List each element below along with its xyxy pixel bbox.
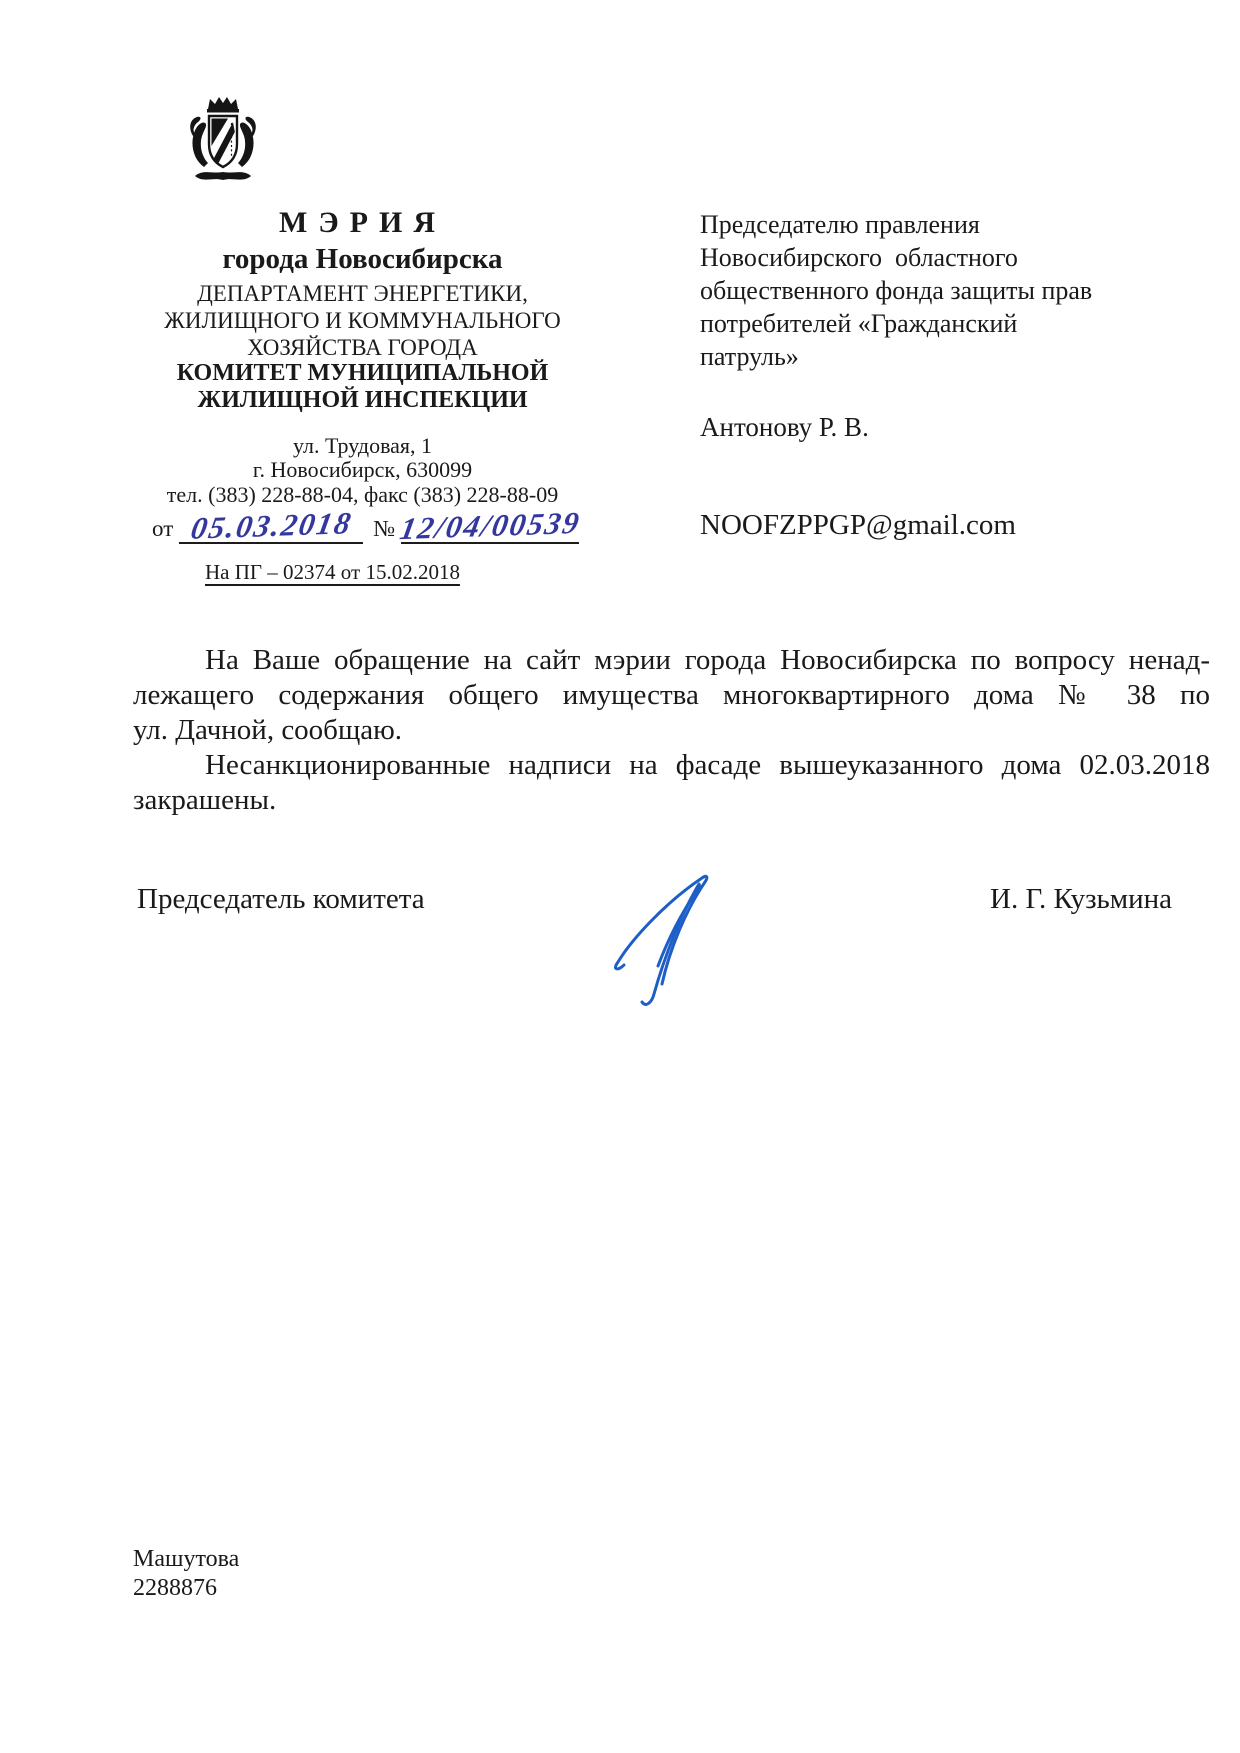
handwritten-signature [596, 862, 756, 1022]
outgoing-number-row [152, 504, 597, 547]
body-line: Несанкционированные надписи на фасаде вышеуказанного дома 02.03.2018 [205, 749, 1210, 781]
date-from-label: от [152, 516, 174, 541]
department-line: ДЕПАРТАМЕНТ ЭНЕРГЕТИКИ, [197, 281, 528, 306]
body-line: На Ваше обращение на сайт мэрии города Новосибирска по вопросу ненад- [205, 644, 1210, 676]
outgoing-number-field [397, 504, 584, 547]
addressee-line: патруль» [700, 342, 799, 371]
body-line: закрашены. [133, 784, 277, 816]
body-paragraph-1 [133, 643, 1210, 748]
reference-line: На ПГ – 02374 от 15.02.2018 [205, 560, 460, 584]
executor-phone: 2288876 [133, 1575, 217, 1601]
addressee-line: общественного фонда защиты прав [700, 276, 1093, 305]
phone-fax-line: тел. (383) 228-88-04, факс (383) 228-88-09 [166, 482, 559, 507]
handwritten-date: 05.03.2018 [187, 505, 355, 546]
addressee-name: Антонову Р. В. [700, 412, 869, 442]
addressee-line: Председателю правления [700, 210, 980, 239]
org-city-line: города Новосибирска [222, 243, 503, 275]
body-line: ул. Дачной, сообщаю. [133, 714, 403, 746]
outgoing-date-field [179, 505, 363, 546]
coat-of-arms-icon [178, 96, 268, 192]
body-line: лежащего содержания общего имущества многоквартирного дома № 38 по [133, 679, 1210, 711]
addressee-line: потребителей «Гражданский [700, 309, 1018, 338]
signer-position-title: Председатель комитета [137, 883, 425, 915]
number-sign-label: № [373, 516, 396, 541]
address-line: г. Новосибирск, 630099 [252, 457, 473, 482]
handwritten-number: 12/04/00539 [397, 504, 584, 547]
addressee-email: NOOFZPPGP@gmail.com [700, 509, 1016, 541]
committee-line: КОМИТЕТ МУНИЦИПАЛЬНОЙ [176, 360, 549, 386]
department-line: ЖИЛИЩНОГО И КОММУНАЛЬНОГО [164, 308, 561, 333]
addressee-line: Новосибирского областного [700, 243, 1018, 272]
committee-line: ЖИЛИЩНОЙ ИНСПЕКЦИИ [197, 387, 528, 413]
body-paragraph-2 [133, 748, 1210, 818]
executor-name: Машутова [133, 1546, 240, 1572]
department-line: ХОЗЯЙСТВА ГОРОДА [247, 335, 478, 360]
address-line: ул. Трудовая, 1 [292, 433, 433, 458]
addressee-block [700, 208, 1130, 373]
signer-name: И. Г. Кузьмина [990, 883, 1173, 915]
org-title: МЭРИЯ [279, 206, 446, 239]
